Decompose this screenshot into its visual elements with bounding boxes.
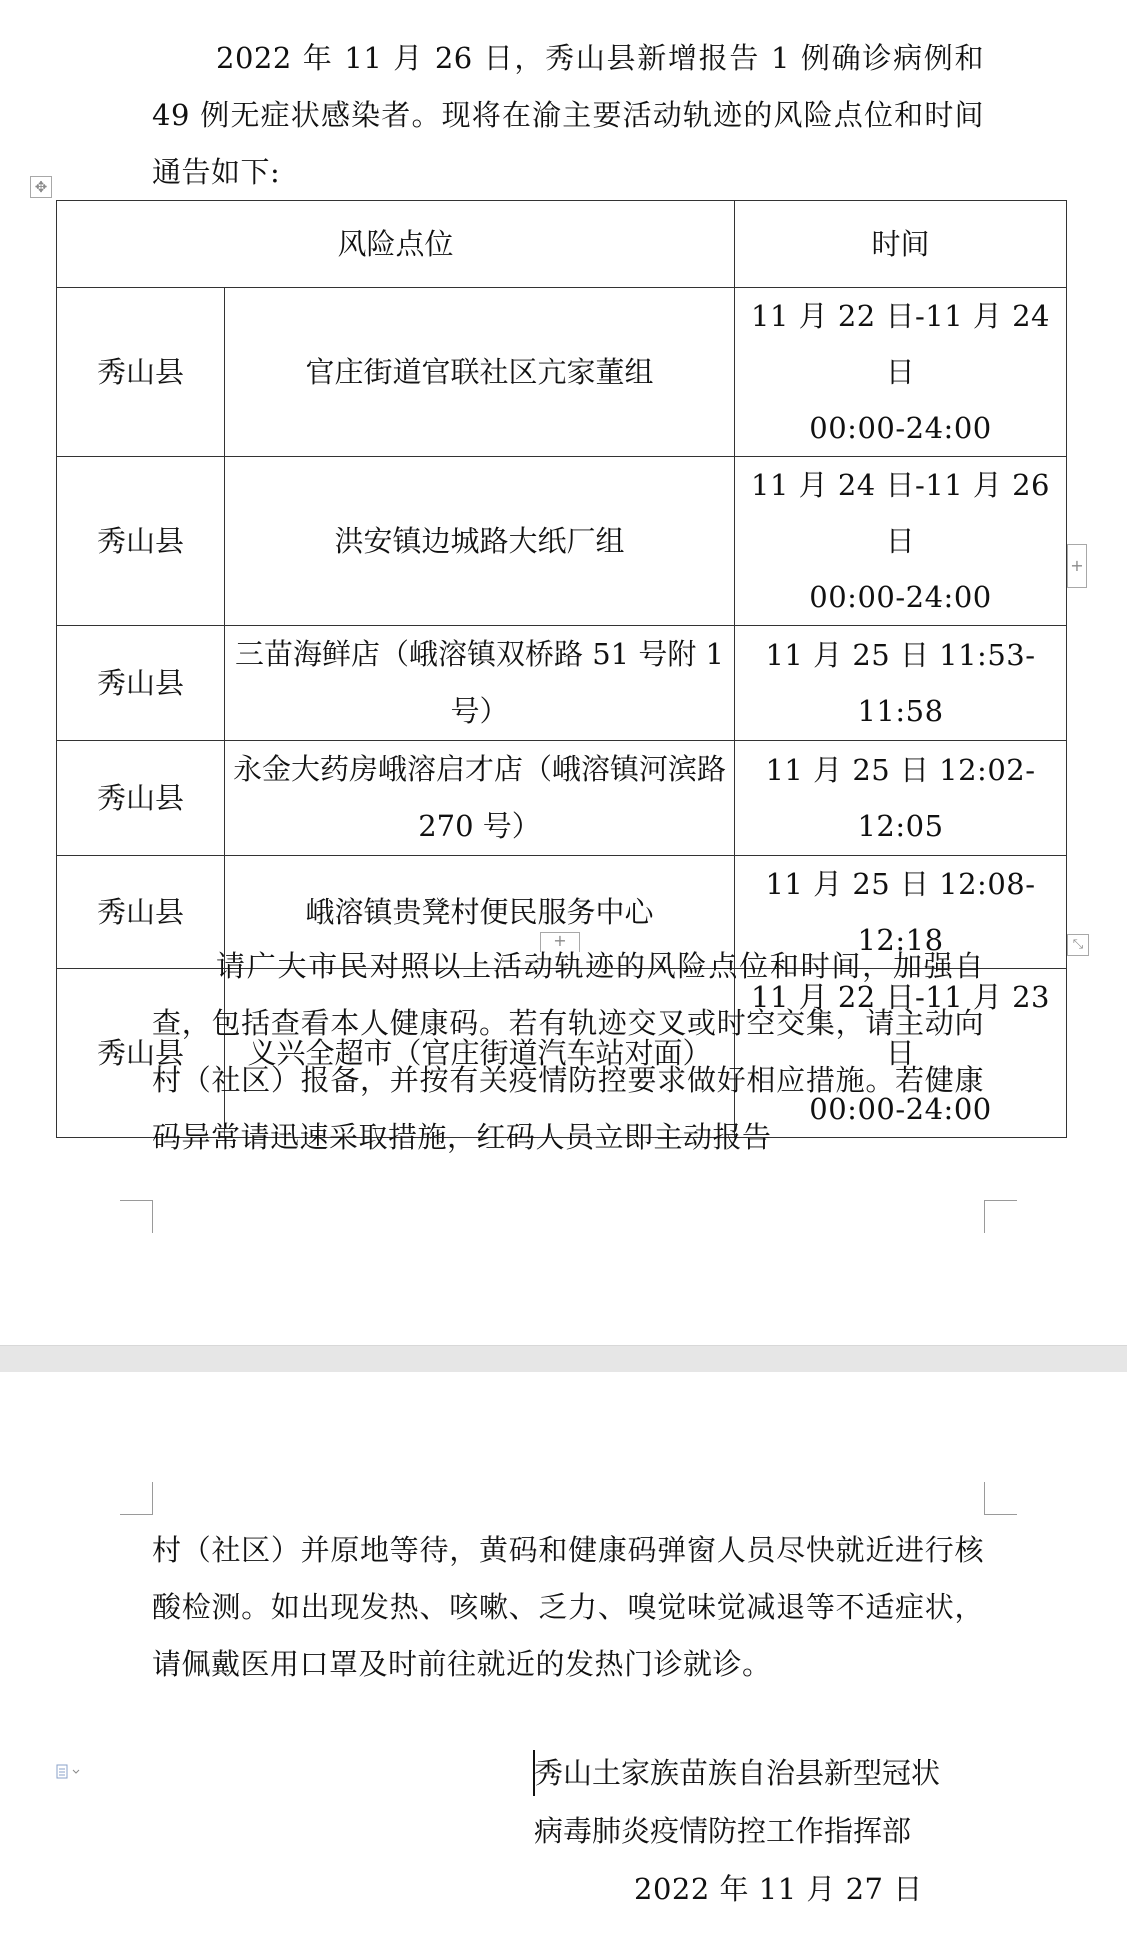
- crop-mark-bottom-right: [984, 1200, 1017, 1233]
- table-resize-icon[interactable]: ⤡: [1067, 934, 1089, 956]
- county-cell: 秀山县: [57, 741, 225, 856]
- location-cell: 永金大药房峨溶启才店（峨溶镇河滨路 270 号）: [225, 741, 735, 856]
- time-cell: 11 月 25 日 12:02-12:05: [735, 741, 1067, 856]
- county-cell: 秀山县: [57, 457, 225, 626]
- crop-mark-top-right: [984, 1482, 1017, 1515]
- county-cell: 秀山县: [57, 969, 225, 1138]
- time-date-range: 11 月 24 日-11 月 26 日: [751, 468, 1051, 558]
- paste-options-icon[interactable]: [56, 1764, 86, 1780]
- signature-date: 2022 年 11 月 27 日: [634, 1872, 923, 1906]
- header-location: 风险点位: [57, 201, 735, 288]
- county-cell: 秀山县: [57, 288, 225, 457]
- time-date-range: 11 月 22 日-11 月 24 日: [751, 299, 1051, 389]
- location-cell: 峨溶镇贵凳村便民服务中心: [225, 856, 735, 969]
- time-cell: 11 月 25 日 11:53-11:58: [735, 626, 1067, 741]
- add-column-plus-icon[interactable]: +: [540, 932, 580, 952]
- table-row: [57, 457, 1067, 626]
- time-cell: [735, 457, 1067, 626]
- signature-org-line1: 秀山土家族苗族自治县新型冠状: [534, 1756, 941, 1790]
- table-move-handle-icon[interactable]: ✥: [30, 176, 52, 198]
- time-cell: 11 月 25 日 12:08-12:18: [735, 856, 1067, 969]
- document-page-2: [0, 1372, 1127, 1958]
- county-cell: 秀山县: [57, 626, 225, 741]
- crop-mark-bottom-left: [120, 1200, 153, 1233]
- add-row-plus-icon[interactable]: +: [1067, 544, 1087, 588]
- time-hours: 00:00-24:00: [809, 1092, 992, 1126]
- table-row: [57, 288, 1067, 457]
- time-date-range: 11 月 22 日-11 月 23 日: [751, 980, 1051, 1070]
- time-cell: [735, 288, 1067, 457]
- table-header-row: [57, 201, 1067, 288]
- crop-mark-top-left: [120, 1482, 153, 1515]
- intro-paragraph: 2022 年 11 月 26 日，秀山县新增报告 1 例确诊病例和 49 例无症状感染者。现将在渝主要活动轨迹的风险点位和时间通告如下:: [152, 41, 984, 189]
- location-cell: 洪安镇边城路大纸厂组: [225, 457, 735, 626]
- page-break-gap: [0, 1345, 1127, 1373]
- time-hours: 00:00-24:00: [809, 411, 992, 445]
- location-cell: 官庄街道官联社区亢家董组: [225, 288, 735, 457]
- table-row: [57, 741, 1067, 856]
- signature-org-line2: 病毒肺炎疫情防控工作指挥部: [534, 1814, 912, 1848]
- advice-paragraph: 请广大市民对照以上活动轨迹的风险点位和时间，加强自查，包括查看本人健康码。若有轨迹交叉或时空交集，请主动向村（社区）报备，并按有关疫情防控要求做好相应措施。若健康码异常请迅速采取措施，红码人员立即主动报告: [152, 949, 984, 1154]
- county-cell: 秀山县: [57, 856, 225, 969]
- header-time: 时间: [735, 201, 1067, 288]
- table-row: [57, 626, 1067, 741]
- location-cell: 三苗海鲜店（峨溶镇双桥路 51 号附 1 号）: [225, 626, 735, 741]
- time-hours: 00:00-24:00: [809, 580, 992, 614]
- advice-paragraph-continued: 村（社区）并原地等待，黄码和健康码弹窗人员尽快就近进行核酸检测。如出现发热、咳嗽、乏力、嗅觉味觉减退等不适症状，请佩戴医用口罩及时前往就近的发热门诊就诊。: [152, 1533, 984, 1681]
- location-cell: 义兴全超市（官庄街道汽车站对面）: [225, 969, 735, 1138]
